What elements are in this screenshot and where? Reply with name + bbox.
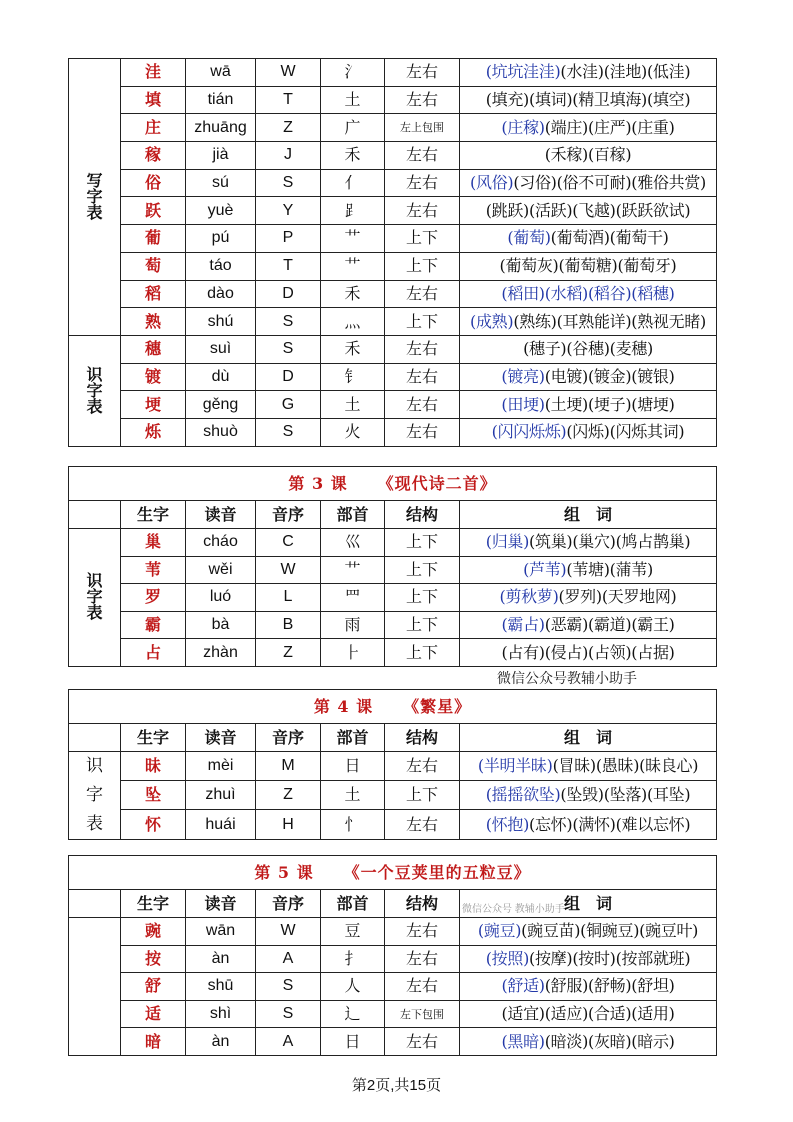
lesson-title-row bbox=[69, 856, 717, 890]
section-label bbox=[69, 59, 121, 336]
radical: 日 bbox=[321, 752, 385, 781]
pinyin: tián bbox=[186, 86, 256, 114]
table-row bbox=[69, 280, 717, 308]
table-row bbox=[69, 781, 717, 810]
word-text: (罗列)(天罗地网) bbox=[558, 587, 677, 607]
structure: 上下 bbox=[385, 308, 460, 336]
word-list bbox=[460, 973, 717, 1001]
word-list bbox=[460, 810, 717, 839]
hanzi-char: 填 bbox=[121, 86, 186, 114]
word-highlight: (田埂) bbox=[501, 394, 545, 414]
pinyin: zhàn bbox=[186, 639, 256, 667]
hanzi-char: 稻 bbox=[121, 280, 186, 308]
column-header: 生字 bbox=[121, 501, 186, 529]
structure: 左右 bbox=[385, 169, 460, 197]
word-list bbox=[460, 363, 717, 391]
word-text: (土埂)(埂子)(塘埂) bbox=[544, 394, 675, 414]
phonetic-order: Z bbox=[256, 114, 321, 142]
radical: 禾 bbox=[321, 142, 385, 170]
hanzi-char: 坠 bbox=[121, 781, 186, 810]
structure: 上下 bbox=[385, 584, 460, 612]
pinyin: mèi bbox=[186, 752, 256, 781]
column-header: 读音 bbox=[186, 501, 256, 529]
pinyin: wān bbox=[186, 918, 256, 946]
radical: 扌 bbox=[321, 945, 385, 973]
word-highlight: (稻田)(水稻)(稻谷)(稻穗) bbox=[501, 283, 675, 303]
word-list bbox=[460, 639, 717, 667]
hanzi-char: 熟 bbox=[121, 308, 186, 336]
radical: 土 bbox=[321, 391, 385, 419]
header-blank bbox=[69, 890, 121, 918]
table-row bbox=[69, 529, 717, 557]
radical: 艹 bbox=[321, 225, 385, 253]
hanzi-char: 适 bbox=[121, 1000, 186, 1028]
radical: 广 bbox=[321, 114, 385, 142]
lesson-name: 《繁星》 bbox=[403, 696, 472, 716]
table-row bbox=[69, 418, 717, 446]
word-text: (填充)(填词)(精卫填海)(填空) bbox=[485, 90, 691, 110]
word-list bbox=[460, 584, 717, 612]
word-highlight: (成熟) bbox=[470, 311, 514, 331]
phonetic-order: W bbox=[256, 918, 321, 946]
structure: 上下 bbox=[385, 781, 460, 810]
hanzi-char: 舒 bbox=[121, 973, 186, 1001]
structure: 左右 bbox=[385, 418, 460, 446]
lesson-number: 第 3 课 bbox=[288, 473, 348, 493]
phonetic-order: P bbox=[256, 225, 321, 253]
phonetic-order: Z bbox=[256, 781, 321, 810]
word-text: (冒昧)(愚昧)(昧良心) bbox=[552, 756, 699, 776]
table-row bbox=[69, 584, 717, 612]
structure: 上下 bbox=[385, 252, 460, 280]
phonetic-order: Z bbox=[256, 639, 321, 667]
table-row bbox=[69, 639, 717, 667]
section-label-empty bbox=[69, 918, 121, 1056]
hanzi-char: 稼 bbox=[121, 142, 186, 170]
table-row bbox=[69, 225, 717, 253]
structure: 左右 bbox=[385, 142, 460, 170]
column-header: 组 词 bbox=[460, 890, 717, 918]
phonetic-order: D bbox=[256, 280, 321, 308]
watermark-text: 微信公众号教辅小助手 bbox=[497, 670, 637, 686]
word-text: (舒服)(舒畅)(舒坦) bbox=[544, 976, 675, 996]
phonetic-order: S bbox=[256, 1000, 321, 1028]
phonetic-order: A bbox=[256, 945, 321, 973]
hanzi-char: 占 bbox=[121, 639, 186, 667]
pinyin: dào bbox=[186, 280, 256, 308]
word-text: (电镀)(镀金)(镀银) bbox=[544, 366, 675, 386]
word-list bbox=[460, 252, 717, 280]
radical: 火 bbox=[321, 418, 385, 446]
section-label bbox=[69, 529, 121, 667]
pinyin: jià bbox=[186, 142, 256, 170]
word-list bbox=[460, 1000, 717, 1028]
pinyin: luó bbox=[186, 584, 256, 612]
hanzi-char: 跃 bbox=[121, 197, 186, 225]
word-list bbox=[460, 335, 717, 363]
word-highlight: (坑坑洼洼) bbox=[485, 62, 561, 82]
pinyin: bà bbox=[186, 611, 256, 639]
structure: 左右 bbox=[385, 391, 460, 419]
pinyin: wā bbox=[186, 59, 256, 87]
word-list bbox=[460, 611, 717, 639]
vocab-table-lesson-5 bbox=[68, 855, 717, 1056]
hanzi-char: 埂 bbox=[121, 391, 186, 419]
word-highlight: (按照) bbox=[485, 948, 530, 968]
pinyin: shū bbox=[186, 973, 256, 1001]
column-header: 结构 bbox=[385, 890, 460, 918]
word-list bbox=[460, 280, 717, 308]
section-label-text: 识字表 bbox=[86, 571, 103, 623]
hanzi-char: 镀 bbox=[121, 363, 186, 391]
structure: 左右 bbox=[385, 810, 460, 839]
word-list bbox=[460, 391, 717, 419]
structure: 左右 bbox=[385, 1028, 460, 1056]
radical: 辶 bbox=[321, 1000, 385, 1028]
table-row bbox=[69, 335, 717, 363]
pinyin: huái bbox=[186, 810, 256, 839]
radical: 禾 bbox=[321, 335, 385, 363]
word-text: (坠毁)(坠落)(耳坠) bbox=[560, 785, 691, 805]
word-text: (暗淡)(灰暗)(暗示) bbox=[544, 1031, 675, 1051]
radical: 日 bbox=[321, 1028, 385, 1056]
pinyin: shuò bbox=[186, 418, 256, 446]
column-header: 生字 bbox=[121, 890, 186, 918]
structure: 上下 bbox=[385, 639, 460, 667]
pinyin: táo bbox=[186, 252, 256, 280]
phonetic-order: H bbox=[256, 810, 321, 839]
table-row bbox=[69, 973, 717, 1001]
word-list bbox=[460, 529, 717, 557]
table-row bbox=[69, 391, 717, 419]
pinyin: pú bbox=[186, 225, 256, 253]
pinyin: yuè bbox=[186, 197, 256, 225]
pinyin: zhuāng bbox=[186, 114, 256, 142]
phonetic-order: S bbox=[256, 335, 321, 363]
word-text: (适宜)(适应)(合适)(适用) bbox=[501, 1004, 675, 1024]
word-list bbox=[460, 197, 717, 225]
hanzi-char: 葡 bbox=[121, 225, 186, 253]
column-header: 部首 bbox=[321, 501, 385, 529]
word-highlight: (归巢) bbox=[485, 532, 530, 552]
table-row bbox=[69, 752, 717, 781]
word-list bbox=[460, 918, 717, 946]
word-text: (占有)(侵占)(占领)(占据) bbox=[501, 642, 675, 662]
radical: 艹 bbox=[321, 556, 385, 584]
pinyin: suì bbox=[186, 335, 256, 363]
word-highlight: (剪秋萝) bbox=[499, 587, 559, 607]
structure: 左右 bbox=[385, 335, 460, 363]
word-highlight: (庄稼) bbox=[501, 117, 545, 137]
word-text: (熟练)(耳熟能详)(熟视无睹) bbox=[513, 311, 706, 331]
word-list bbox=[460, 114, 717, 142]
column-header: 读音 bbox=[186, 724, 256, 752]
word-highlight: (黑暗) bbox=[501, 1031, 545, 1051]
word-highlight: (摇摇欲坠) bbox=[485, 785, 561, 805]
column-header: 部首 bbox=[321, 724, 385, 752]
lesson-name: 《一个豆荚里的五粒豆》 bbox=[343, 862, 531, 882]
pinyin: wěi bbox=[186, 556, 256, 584]
phonetic-order: W bbox=[256, 59, 321, 87]
word-text: (跳跃)(活跃)(飞越)(跃跃欲试) bbox=[485, 200, 691, 220]
column-header: 组 词 bbox=[460, 501, 717, 529]
word-text: (水洼)(洼地)(低洼) bbox=[560, 62, 691, 82]
phonetic-order: C bbox=[256, 529, 321, 557]
structure: 左右 bbox=[385, 280, 460, 308]
word-list bbox=[460, 169, 717, 197]
table-row bbox=[69, 945, 717, 973]
structure: 上下 bbox=[385, 556, 460, 584]
word-highlight: (风俗) bbox=[470, 173, 514, 193]
table-row bbox=[69, 1028, 717, 1056]
word-highlight: (半明半昧) bbox=[477, 756, 553, 776]
word-list bbox=[460, 1028, 717, 1056]
phonetic-order: T bbox=[256, 86, 321, 114]
radical: 亻 bbox=[321, 169, 385, 197]
structure: 左右 bbox=[385, 59, 460, 87]
word-text: (闪烁)(闪烁其词) bbox=[566, 422, 685, 442]
word-highlight: (怀抱) bbox=[485, 814, 530, 834]
vocab-table-lesson-4 bbox=[68, 689, 717, 840]
phonetic-order: B bbox=[256, 611, 321, 639]
pinyin: shì bbox=[186, 1000, 256, 1028]
word-text: (苇塘)(蒲苇) bbox=[566, 559, 653, 579]
structure: 左右 bbox=[385, 363, 460, 391]
phonetic-order: S bbox=[256, 169, 321, 197]
hanzi-char: 庄 bbox=[121, 114, 186, 142]
table-row bbox=[69, 363, 717, 391]
word-highlight: (舒适) bbox=[501, 976, 545, 996]
hanzi-char: 穗 bbox=[121, 335, 186, 363]
column-header: 部首 bbox=[321, 890, 385, 918]
lesson-number: 第 4 课 bbox=[313, 696, 374, 716]
page-number: 第2页,共15页 bbox=[351, 1077, 442, 1094]
structure: 左右 bbox=[385, 945, 460, 973]
word-list bbox=[460, 86, 717, 114]
section-label-text: 识字表 bbox=[86, 756, 103, 834]
pinyin: shú bbox=[186, 308, 256, 336]
word-list bbox=[460, 418, 717, 446]
word-list bbox=[460, 945, 717, 973]
structure: 上下 bbox=[385, 225, 460, 253]
column-header: 结构 bbox=[385, 501, 460, 529]
word-highlight: (霸占) bbox=[501, 615, 545, 635]
word-text: (筑巢)(巢穴)(鸠占鹊巢) bbox=[529, 532, 691, 552]
radical: 土 bbox=[321, 781, 385, 810]
word-text: (葡萄灰)(葡萄糖)(葡萄牙) bbox=[499, 256, 677, 276]
header-blank bbox=[69, 501, 121, 529]
radical: 巛 bbox=[321, 529, 385, 557]
table-row bbox=[69, 142, 717, 170]
radical: 土 bbox=[321, 86, 385, 114]
radical: 艹 bbox=[321, 252, 385, 280]
structure: 上下 bbox=[385, 529, 460, 557]
vocab-table-lesson-3 bbox=[68, 466, 717, 667]
table-row bbox=[69, 810, 717, 839]
column-header: 读音 bbox=[186, 890, 256, 918]
word-list bbox=[460, 781, 717, 810]
phonetic-order: J bbox=[256, 142, 321, 170]
hanzi-char: 巢 bbox=[121, 529, 186, 557]
word-text: (忘怀)(满怀)(难以忘怀) bbox=[529, 814, 691, 834]
word-text: (习俗)(俗不可耐)(雅俗共赏) bbox=[513, 173, 706, 193]
word-highlight: (豌豆) bbox=[477, 921, 522, 941]
column-header: 音序 bbox=[256, 501, 321, 529]
structure: 左右 bbox=[385, 918, 460, 946]
phonetic-order: T bbox=[256, 252, 321, 280]
table-row bbox=[69, 308, 717, 336]
column-header: 生字 bbox=[121, 724, 186, 752]
lesson-title bbox=[69, 467, 717, 501]
word-highlight: (葡萄) bbox=[507, 228, 551, 248]
hanzi-char: 烁 bbox=[121, 418, 186, 446]
header-row bbox=[69, 501, 717, 529]
lesson-title-row bbox=[69, 467, 717, 501]
table-row bbox=[69, 59, 717, 87]
structure: 左右 bbox=[385, 197, 460, 225]
word-list bbox=[460, 308, 717, 336]
radical: 雨 bbox=[321, 611, 385, 639]
column-header: 音序 bbox=[256, 890, 321, 918]
section-label bbox=[69, 752, 121, 840]
hanzi-char: 萄 bbox=[121, 252, 186, 280]
pinyin: cháo bbox=[186, 529, 256, 557]
header-row bbox=[69, 890, 717, 918]
radical: 忄 bbox=[321, 810, 385, 839]
structure: 左右 bbox=[385, 973, 460, 1001]
hanzi-char: 洼 bbox=[121, 59, 186, 87]
radical: ⻊ bbox=[321, 197, 385, 225]
hanzi-char: 霸 bbox=[121, 611, 186, 639]
watermark-faint: 微信公众号 教辅小助手 bbox=[462, 904, 565, 915]
hanzi-char: 暗 bbox=[121, 1028, 186, 1056]
word-list bbox=[460, 59, 717, 87]
word-text: (葡萄酒)(葡萄干) bbox=[550, 228, 669, 248]
table-row bbox=[69, 611, 717, 639]
lesson-title bbox=[69, 856, 717, 890]
table-row bbox=[69, 197, 717, 225]
phonetic-order: A bbox=[256, 1028, 321, 1056]
lesson-title-row bbox=[69, 690, 717, 724]
pinyin: gěng bbox=[186, 391, 256, 419]
table-row bbox=[69, 252, 717, 280]
radical: 灬 bbox=[321, 308, 385, 336]
pinyin: àn bbox=[186, 1028, 256, 1056]
vocab-table-writing bbox=[68, 58, 717, 447]
radical: 罒 bbox=[321, 584, 385, 612]
column-header: 音序 bbox=[256, 724, 321, 752]
header-blank bbox=[69, 724, 121, 752]
word-list bbox=[460, 752, 717, 781]
radical: ⺊ bbox=[321, 639, 385, 667]
hanzi-char: 俗 bbox=[121, 169, 186, 197]
word-text: (恶霸)(霸道)(霸王) bbox=[544, 615, 675, 635]
phonetic-order: M bbox=[256, 752, 321, 781]
structure: 左上包围 bbox=[385, 114, 460, 142]
phonetic-order: D bbox=[256, 363, 321, 391]
structure: 左右 bbox=[385, 86, 460, 114]
word-highlight: (闪闪烁烁) bbox=[491, 422, 567, 442]
section-label-text: 识字表 bbox=[86, 364, 103, 416]
hanzi-char: 苇 bbox=[121, 556, 186, 584]
hanzi-char: 昧 bbox=[121, 752, 186, 781]
word-highlight: (芦苇) bbox=[523, 559, 567, 579]
word-highlight: (镀亮) bbox=[501, 366, 545, 386]
phonetic-order: L bbox=[256, 584, 321, 612]
word-list bbox=[460, 556, 717, 584]
word-text: (按摩)(按时)(按部就班) bbox=[529, 948, 691, 968]
phonetic-order: S bbox=[256, 973, 321, 1001]
radical: 禾 bbox=[321, 280, 385, 308]
phonetic-order: S bbox=[256, 308, 321, 336]
structure: 左右 bbox=[385, 752, 460, 781]
column-header: 组 词 bbox=[460, 724, 717, 752]
lesson-number: 第 5 课 bbox=[254, 862, 314, 882]
pinyin: sú bbox=[186, 169, 256, 197]
header-row bbox=[69, 724, 717, 752]
structure: 上下 bbox=[385, 611, 460, 639]
word-list bbox=[460, 225, 717, 253]
column-header: 结构 bbox=[385, 724, 460, 752]
section-label bbox=[69, 335, 121, 446]
hanzi-char: 罗 bbox=[121, 584, 186, 612]
radical: 豆 bbox=[321, 918, 385, 946]
table-row bbox=[69, 169, 717, 197]
table-row bbox=[69, 86, 717, 114]
phonetic-order: Y bbox=[256, 197, 321, 225]
table-row bbox=[69, 918, 717, 946]
phonetic-order: W bbox=[256, 556, 321, 584]
word-list bbox=[460, 142, 717, 170]
word-text: (禾稼)(百稼) bbox=[544, 145, 632, 165]
table-row bbox=[69, 1000, 717, 1028]
pinyin: dù bbox=[186, 363, 256, 391]
radical: 钅 bbox=[321, 363, 385, 391]
radical: 人 bbox=[321, 973, 385, 1001]
table-row bbox=[69, 556, 717, 584]
pinyin: zhuì bbox=[186, 781, 256, 810]
word-text: (穗子)(谷穗)(麦穗) bbox=[523, 339, 653, 359]
radical: 氵 bbox=[321, 59, 385, 87]
lesson-title bbox=[69, 690, 717, 724]
hanzi-char: 怀 bbox=[121, 810, 186, 839]
lesson-name: 《现代诗二首》 bbox=[377, 473, 497, 493]
section-label-text: 写字表 bbox=[86, 170, 103, 222]
pinyin: àn bbox=[186, 945, 256, 973]
hanzi-char: 按 bbox=[121, 945, 186, 973]
phonetic-order: S bbox=[256, 418, 321, 446]
word-text: (豌豆苗)(铜豌豆)(豌豆叶) bbox=[521, 921, 699, 941]
structure: 左下包围 bbox=[385, 1000, 460, 1028]
table-row bbox=[69, 114, 717, 142]
hanzi-char: 豌 bbox=[121, 918, 186, 946]
phonetic-order: G bbox=[256, 391, 321, 419]
word-text: (端庄)(庄严)(庄重) bbox=[544, 117, 675, 137]
